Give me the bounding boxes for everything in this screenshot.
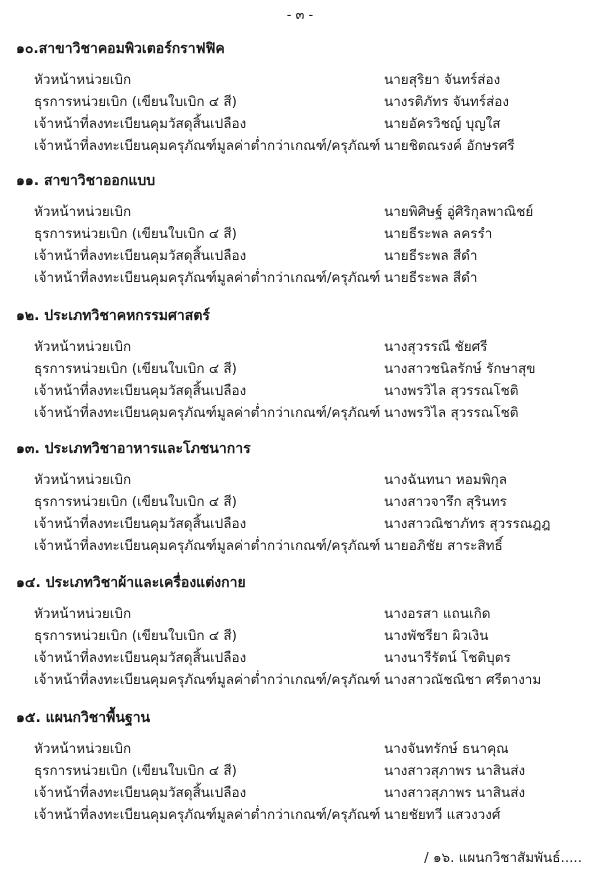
list-item: [0, 668, 600, 690]
role-label: ธุรการหน่วยเบิก (เขียนใบเบิก ๔ สี): [34, 361, 237, 377]
role-label: เจ้าหน้าที่ลงทะเบียนคุมวัสดุสิ้นเปลือง: [34, 248, 247, 264]
footer-continuation: / ๑๖. แผนกวิชาสัมพันธ์.....: [424, 850, 582, 866]
role-label: เจ้าหน้าที่ลงทะเบียนคุมครุภัณฑ์มูลค่าต่ำกว่าเกณฑ์/ครุภัณฑ์: [34, 138, 381, 154]
list-item: [0, 266, 600, 288]
role-label: ธุรการหน่วยเบิก (เขียนใบเบิก ๔ สี): [34, 226, 237, 242]
role-label: หัวหน้าหน่วยเบิก: [34, 606, 132, 622]
person-name: นางสาวสุภาพร นาสินส่ง: [384, 785, 526, 801]
section-title: ๑๒. ประเภทวิชาคหกรรมศาสตร์: [16, 308, 210, 324]
person-name: นางสาวสุภาพร นาสินส่ง: [384, 763, 526, 779]
list-item: [0, 803, 600, 825]
list-item: [0, 112, 600, 134]
role-label: เจ้าหน้าที่ลงทะเบียนคุมครุภัณฑ์มูลค่าต่ำกว่าเกณฑ์/ครุภัณฑ์: [34, 405, 381, 421]
section-title: ๑๓. ประเภทวิชาอาหารและโภชนาการ: [16, 441, 251, 457]
section-title: ๑๔. ประเภทวิชาผ้าและเครื่องแต่งกาย: [16, 575, 246, 591]
section-title: ๑๑. สาขาวิชาออกแบบ: [16, 173, 156, 189]
list-item: [0, 134, 600, 156]
person-name: นางพรวิไล สุวรรณโชติ: [384, 383, 519, 399]
role-label: หัวหน้าหน่วยเบิก: [34, 472, 132, 488]
section-title: ๑๕. แผนกวิชาพื้นฐาน: [16, 710, 151, 726]
role-label: หัวหน้าหน่วยเบิก: [34, 339, 132, 355]
list-item: [0, 781, 600, 803]
role-label: เจ้าหน้าที่ลงทะเบียนคุมวัสดุสิ้นเปลือง: [34, 116, 247, 132]
role-label: เจ้าหน้าที่ลงทะเบียนคุมครุภัณฑ์มูลค่าต่ำกว่าเกณฑ์/ครุภัณฑ์: [34, 807, 381, 823]
person-name: นางสาวจารึก สุรินทร: [384, 494, 507, 510]
role-label: เจ้าหน้าที่ลงทะเบียนคุมครุภัณฑ์มูลค่าต่ำกว่าเกณฑ์/ครุภัณฑ์: [34, 538, 381, 554]
role-label: หัวหน้าหน่วยเบิก: [34, 204, 132, 220]
person-name: นางอรสา แถนเกิด: [384, 606, 491, 622]
person-name: นายอัครวิชญ์ บุญใส: [384, 116, 501, 132]
list-item: [0, 244, 600, 266]
person-name: นางสาวณัชณิชา ศรีตางาม: [384, 672, 542, 688]
role-label: ธุรการหน่วยเบิก (เขียนใบเบิก ๔ สี): [34, 494, 237, 510]
list-item: [0, 222, 600, 244]
role-label: หัวหน้าหน่วยเบิก: [34, 72, 132, 88]
person-name: นายธีระพล สีดำ: [384, 270, 478, 286]
person-name: นางพัชรียา ผิวเงิน: [384, 628, 489, 644]
person-name: นางพรวิไล สุวรรณโชติ: [384, 405, 519, 421]
role-label: เจ้าหน้าที่ลงทะเบียนคุมครุภัณฑ์มูลค่าต่ำกว่าเกณฑ์/ครุภัณฑ์: [34, 270, 381, 286]
role-label: เจ้าหน้าที่ลงทะเบียนคุมวัสดุสิ้นเปลือง: [34, 516, 247, 532]
person-name: นางสาวณิชาภัทร สุวรรณฎฎ: [384, 516, 551, 532]
person-name: นายชัยทวี แสวงวงศ์: [384, 807, 501, 823]
list-item: [0, 379, 600, 401]
person-name: นายธีระพล สีดำ: [384, 248, 478, 264]
list-item: [0, 335, 600, 357]
role-label: เจ้าหน้าที่ลงทะเบียนคุมวัสดุสิ้นเปลือง: [34, 650, 247, 666]
person-name: นางรติภัทร จันทร์ส่อง: [384, 94, 509, 110]
list-item: [0, 759, 600, 781]
role-label: เจ้าหน้าที่ลงทะเบียนคุมครุภัณฑ์มูลค่าต่ำกว่าเกณฑ์/ครุภัณฑ์: [34, 672, 381, 688]
person-name: นายธีระพล ลครรำ: [384, 226, 493, 242]
person-name: นายพิศิษฐ์ อู่ศิริกุลพาณิชย์: [384, 204, 534, 220]
list-item: [0, 68, 600, 90]
person-name: นายชิตณรงค์ อักษรศรี: [384, 138, 515, 154]
list-item: [0, 646, 600, 668]
page-number: - ๓ -: [286, 8, 314, 23]
person-name: นางสาวชนิลรักษ์ รักษาสุข: [384, 361, 536, 377]
list-item: [0, 357, 600, 379]
person-name: นายสุริยา จันทร์ส่อง: [384, 72, 501, 88]
list-item: [0, 602, 600, 624]
person-name: นายอภิชัย สาระสิทธิ์: [384, 538, 503, 554]
list-item: [0, 624, 600, 646]
list-item: [0, 200, 600, 222]
section-title: ๑๐.สาขาวิชาคอมพิวเตอร์กราฟฟิค: [16, 41, 225, 57]
person-name: นางฉันทนา หอมพิกุล: [384, 472, 508, 488]
person-name: นางจันทรักษ์ ธนาคุณ: [384, 741, 509, 757]
list-item: [0, 534, 600, 556]
list-item: [0, 512, 600, 534]
role-label: ธุรการหน่วยเบิก (เขียนใบเบิก ๔ สี): [34, 94, 237, 110]
role-label: ธุรการหน่วยเบิก (เขียนใบเบิก ๔ สี): [34, 763, 237, 779]
person-name: นางสุวรรณี ชัยศรี: [384, 339, 488, 355]
list-item: [0, 737, 600, 759]
role-label: เจ้าหน้าที่ลงทะเบียนคุมวัสดุสิ้นเปลือง: [34, 785, 247, 801]
role-label: ธุรการหน่วยเบิก (เขียนใบเบิก ๔ สี): [34, 628, 237, 644]
list-item: [0, 490, 600, 512]
role-label: เจ้าหน้าที่ลงทะเบียนคุมวัสดุสิ้นเปลือง: [34, 383, 247, 399]
list-item: [0, 468, 600, 490]
list-item: [0, 90, 600, 112]
person-name: นางนารีรัตน์ โชติบุตร: [384, 650, 511, 666]
list-item: [0, 401, 600, 423]
role-label: หัวหน้าหน่วยเบิก: [34, 741, 132, 757]
